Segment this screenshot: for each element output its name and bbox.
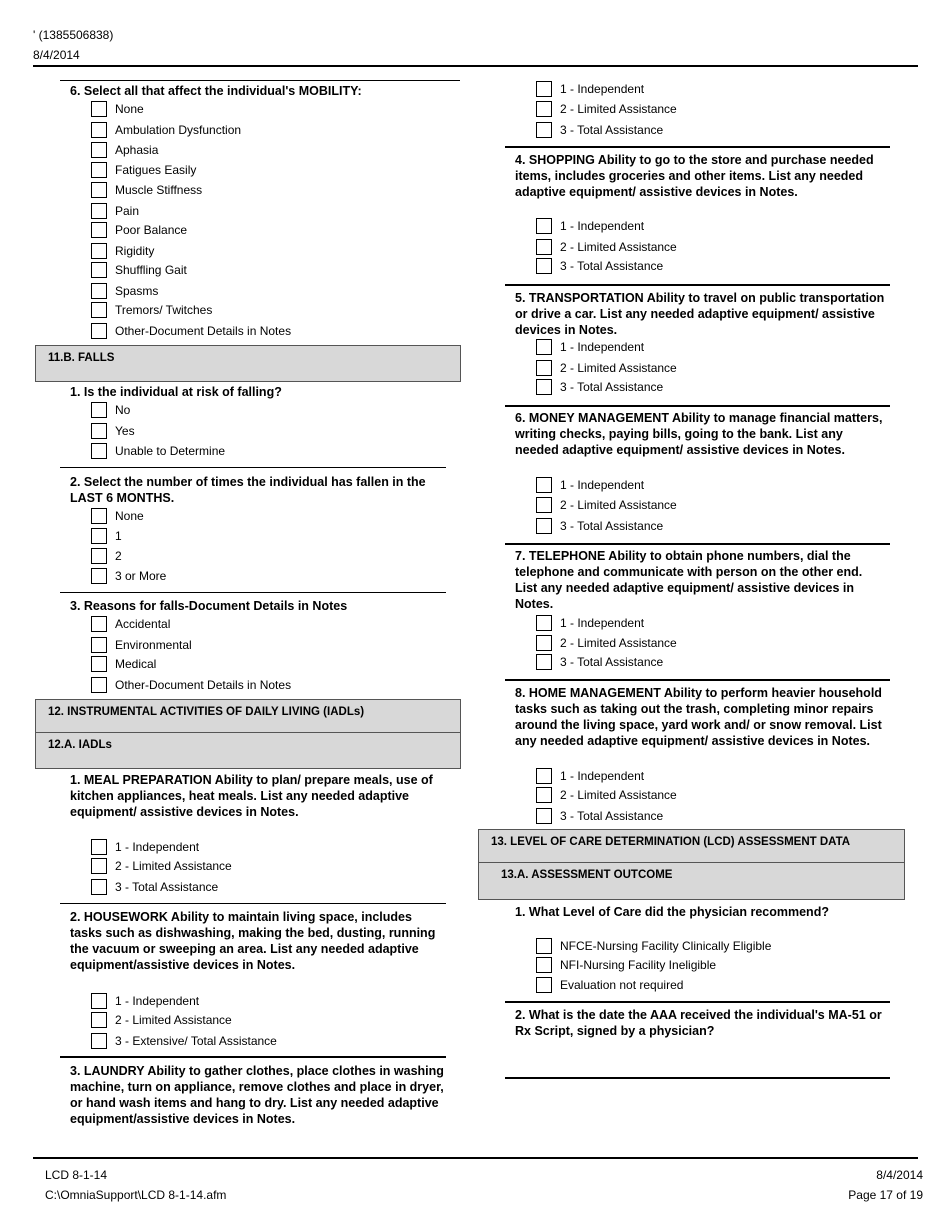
option-label: 3 - Total Assistance — [560, 655, 664, 669]
checkbox[interactable] — [536, 339, 552, 355]
option-label: 1 — [115, 529, 122, 543]
divider — [505, 284, 890, 286]
option-label: 1 - Independent — [560, 769, 645, 783]
checkbox[interactable] — [536, 497, 552, 513]
divider — [60, 467, 446, 468]
checkbox[interactable] — [536, 957, 552, 973]
checkbox[interactable] — [91, 323, 107, 339]
checkbox[interactable] — [91, 443, 107, 459]
checkbox[interactable] — [536, 101, 552, 117]
option-label: No — [115, 403, 131, 417]
level-of-care-question: 1. What Level of Care did the physician recommend? — [515, 905, 829, 919]
option-label: Unable to Determine — [115, 444, 226, 458]
option-label: Ambulation Dysfunction — [115, 123, 242, 137]
checkbox[interactable] — [91, 122, 107, 138]
footer-path: C:\OmniaSupport\LCD 8-1-14.afm — [45, 1188, 227, 1202]
footer-page: Page 17 of 19 — [848, 1188, 923, 1202]
checkbox[interactable] — [91, 222, 107, 238]
option-label: 2 - Limited Assistance — [560, 636, 677, 650]
option-label: Spasms — [115, 284, 159, 298]
option-label: 2 - Limited Assistance — [560, 102, 677, 116]
checkbox[interactable] — [91, 423, 107, 439]
checkbox[interactable] — [91, 1033, 107, 1049]
option-label: None — [115, 102, 144, 116]
checkbox[interactable] — [536, 360, 552, 376]
checkbox[interactable] — [536, 122, 552, 138]
option-label: 1 - Independent — [560, 340, 645, 354]
checkbox[interactable] — [91, 616, 107, 632]
checkbox[interactable] — [536, 379, 552, 395]
option-label: NFCE-Nursing Facility Clinically Eligible — [560, 939, 772, 953]
money-management-question: 6. MONEY MANAGEMENT Ability to manage financial matters, writing checks, paying bills, going to the bank. List any needed adaptive equipment/ assistive devices in Notes. — [515, 411, 883, 457]
option-label: Poor Balance — [115, 223, 188, 237]
option-label: Other-Document Details in Notes — [115, 678, 292, 692]
shopping-question: 4. SHOPPING Ability to go to the store and purchase needed items, includes groceries and other items. List any needed adaptive equipment/ assistive devices in Notes. — [515, 153, 874, 199]
checkbox[interactable] — [91, 839, 107, 855]
checkbox[interactable] — [91, 548, 107, 564]
checkbox[interactable] — [536, 239, 552, 255]
option-label: Medical — [115, 657, 157, 671]
option-label: 3 - Total Assistance — [115, 880, 219, 894]
checkbox[interactable] — [91, 568, 107, 584]
option-label: 3 - Total Assistance — [560, 380, 664, 394]
option-label: Accidental — [115, 617, 171, 631]
checkbox[interactable] — [91, 656, 107, 672]
checkbox[interactable] — [91, 243, 107, 259]
checkbox[interactable] — [91, 203, 107, 219]
checkbox[interactable] — [91, 302, 107, 318]
option-label: 2 - Limited Assistance — [115, 1013, 232, 1027]
option-label: Tremors/ Twitches — [115, 303, 213, 317]
checkbox[interactable] — [91, 262, 107, 278]
checkbox[interactable] — [91, 402, 107, 418]
checkbox[interactable] — [536, 977, 552, 993]
option-label: 3 - Total Assistance — [560, 519, 664, 533]
footer-rule — [33, 1157, 918, 1159]
option-label: 3 - Total Assistance — [560, 259, 664, 273]
divider — [505, 146, 890, 148]
option-label: Other-Document Details in Notes — [115, 324, 292, 338]
transportation-question: 5. TRANSPORTATION Ability to travel on public transportation or drive a car. List any needed adaptive equipment/ assistive devices in Notes. — [515, 291, 885, 337]
date-received-question: 2. What is the date the AAA received the individual's MA-51 or Rx Script, signed by a physician? — [515, 1008, 882, 1038]
option-label: 2 - Limited Assistance — [560, 240, 677, 254]
fall-times-question: 2. Select the number of times the individual has fallen in the LAST 6 MONTHS. — [70, 475, 426, 505]
option-label: 1 - Independent — [115, 994, 200, 1008]
date-received-answer-line[interactable] — [505, 1077, 890, 1079]
lcd-section-header: 13. LEVEL OF CARE DETERMINATION (LCD) ASSESSMENT DATA — [478, 829, 905, 863]
option-label: Environmental — [115, 638, 192, 652]
checkbox[interactable] — [91, 101, 107, 117]
mobility-question: 6. Select all that affect the individual's MOBILITY: — [70, 84, 362, 98]
option-label: Fatigues Easily — [115, 163, 197, 177]
footer-form: LCD 8-1-14 — [45, 1168, 108, 1182]
option-label: NFI-Nursing Facility Ineligible — [560, 958, 717, 972]
lcd-subsection-header: 13.A. ASSESSMENT OUTCOME — [478, 862, 905, 900]
checkbox[interactable] — [536, 518, 552, 534]
option-label: 1 - Independent — [560, 478, 645, 492]
telephone-question: 7. TELEPHONE Ability to obtain phone numbers, dial the telephone and communicate with person on the other end. List any needed adaptive equipment/ assistive devices in Notes. — [515, 549, 863, 611]
checkbox[interactable] — [536, 787, 552, 803]
header-rule — [33, 65, 918, 67]
home-management-question: 8. HOME MANAGEMENT Ability to perform heavier household tasks such as taking out the trash, completing minor repairs around the living space, yard work and/ or snow removal. List any needed adaptive equipment/ assistive devices in Notes. — [515, 686, 882, 748]
option-label: 2 — [115, 549, 122, 563]
divider — [60, 903, 446, 904]
divider — [505, 543, 890, 545]
divider — [505, 679, 890, 681]
option-label: Pain — [115, 204, 140, 218]
checkbox[interactable] — [91, 879, 107, 895]
option-label: Yes — [115, 424, 135, 438]
checkbox[interactable] — [91, 858, 107, 874]
header-id: ' (1385506838) — [33, 28, 114, 42]
falls-section-header: 11.B. FALLS — [35, 345, 461, 382]
option-label: Aphasia — [115, 143, 159, 157]
option-label: Shuffling Gait — [115, 263, 187, 277]
checkbox[interactable] — [91, 528, 107, 544]
option-label: 1 - Independent — [560, 616, 645, 630]
divider — [505, 405, 890, 407]
option-label: 2 - Limited Assistance — [560, 498, 677, 512]
checkbox[interactable] — [91, 993, 107, 1009]
option-label: 1 - Independent — [115, 840, 200, 854]
option-label: Rigidity — [115, 244, 155, 258]
option-label: 1 - Independent — [560, 219, 645, 233]
checkbox[interactable] — [536, 808, 552, 824]
option-label: 2 - Limited Assistance — [560, 361, 677, 375]
checkbox[interactable] — [91, 637, 107, 653]
divider — [60, 80, 460, 81]
iadl-section-header: 12. INSTRUMENTAL ACTIVITIES OF DAILY LIVING (IADLs) — [35, 699, 461, 733]
option-label: 2 - Limited Assistance — [115, 859, 232, 873]
checkbox[interactable] — [536, 81, 552, 97]
iadl-subsection-header: 12.A. IADLs — [35, 732, 461, 769]
option-label: 3 - Total Assistance — [560, 123, 664, 137]
option-label: None — [115, 509, 144, 523]
option-label: Muscle Stiffness — [115, 183, 203, 197]
checkbox[interactable] — [91, 1012, 107, 1028]
fall-reasons-question: 3. Reasons for falls-Document Details in Notes — [70, 599, 348, 613]
fall-risk-question: 1. Is the individual at risk of falling? — [70, 385, 282, 399]
checkbox[interactable] — [91, 283, 107, 299]
checkbox[interactable] — [91, 162, 107, 178]
checkbox[interactable] — [536, 477, 552, 493]
meal-prep-question: 1. MEAL PREPARATION Ability to plan/ prepare meals, use of kitchen appliances, heat meals. List any needed adaptive equipment/ assistive devices in Notes. — [70, 773, 433, 819]
option-label: Evaluation not required — [560, 978, 684, 992]
option-label: 3 - Total Assistance — [560, 809, 664, 823]
checkbox[interactable] — [536, 615, 552, 631]
checkbox[interactable] — [91, 142, 107, 158]
checkbox[interactable] — [536, 218, 552, 234]
checkbox[interactable] — [91, 508, 107, 524]
divider — [60, 1056, 446, 1058]
footer-date: 8/4/2014 — [876, 1168, 923, 1182]
checkbox[interactable] — [536, 938, 552, 954]
checkbox[interactable] — [536, 258, 552, 274]
header-date: 8/4/2014 — [33, 48, 80, 62]
option-label: 3 - Extensive/ Total Assistance — [115, 1034, 277, 1048]
checkbox[interactable] — [536, 635, 552, 651]
checkbox[interactable] — [536, 768, 552, 784]
option-label: 2 - Limited Assistance — [560, 788, 677, 802]
divider — [505, 1001, 890, 1003]
checkbox[interactable] — [536, 654, 552, 670]
option-label: 3 or More — [115, 569, 167, 583]
divider — [60, 592, 446, 593]
option-label: 1 - Independent — [560, 82, 645, 96]
laundry-question: 3. LAUNDRY Ability to gather clothes, place clothes in washing machine, turn on appliance, remove clothes and place in dryer, or hand wash items and hang to dry. List any needed adaptive equipment/assistive devices in Notes. — [70, 1064, 444, 1126]
checkbox[interactable] — [91, 182, 107, 198]
checkbox[interactable] — [91, 677, 107, 693]
housework-question: 2. HOUSEWORK Ability to maintain living space, includes tasks such as dishwashing, making the bed, dusting, running the vacuum or sweeping an area. List any needed adaptive equipment/assistive devices in Notes. — [70, 910, 436, 972]
